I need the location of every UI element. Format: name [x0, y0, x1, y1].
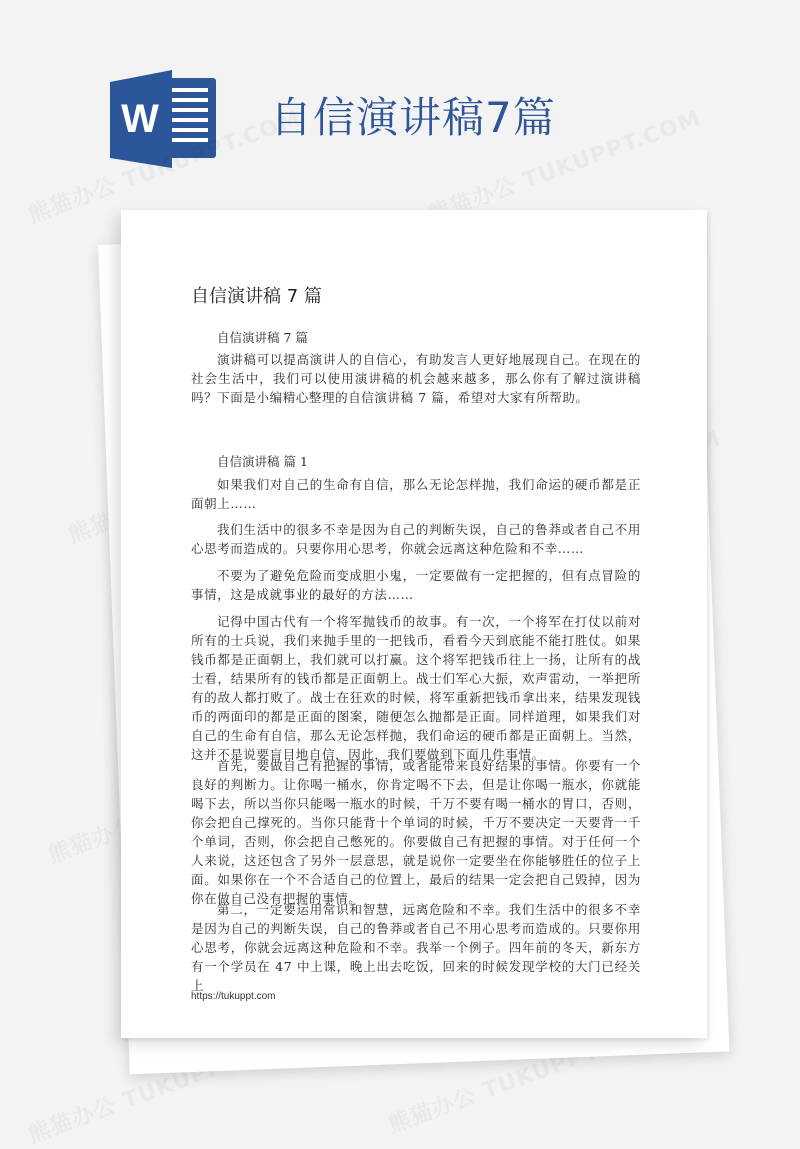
- document-title: 自信演讲稿 7 篇: [191, 286, 322, 307]
- paragraph: 我们生活中的很多不幸是因为自己的判断失误，自己的鲁莽或者自己不用心思考而造成的。只要你用心思考，你就会远离这种危险和不幸……: [191, 522, 641, 556]
- header-title: 自信演讲稿7篇: [270, 93, 556, 142]
- page-header: [0, 0, 800, 200]
- paragraph: 不要为了避免危险而变成胆小鬼，一定要做有一定把握的，但有点冒险的事情，这是成就事业的最好的方法……: [191, 568, 641, 602]
- footer-url[interactable]: https://tukuppt.com: [191, 991, 276, 1002]
- document-subtitle: 自信演讲稿 7 篇: [217, 330, 308, 345]
- paragraph: 第二，一定要运用常识和智慧，远离危险和不幸。我们生活中的很多不幸是因为自己的判断失误，自己的鲁莽或者自己不用心思考而造成的。只要你用心思考，你就会远离这种危险和不幸。我举一个例子。四年前的冬天，新东方有一个学员在 47 中上课，晚上出去吃饭，回来的时候发现学校的大门已经关上: [191, 902, 641, 993]
- word-letter: W: [121, 97, 159, 141]
- section-heading: 自信演讲稿 篇 1: [217, 454, 308, 469]
- word-document-icon: [110, 70, 220, 170]
- paragraph: 记得中国古代有一个将军抛钱币的故事。有一次，一个将军在打仗以前对所有的士兵说，我们来抛手里的一把钱币，看看今天到底能不能打胜仗。如果钱币都是正面朝上，我们就可以打赢。这个将军把钱币往上一扬，让所有的战士看，结果所有的钱币都是正面朝上。战士们军心大振，欢声雷动，一举把所有的敌人都打败了。战士在狂欢的时候，将军重新把钱币拿出来，结果发现钱币的两面印的都是正面的图案，随便怎么抛都是正面。同样道理，如果我们对自己的生命有自信，那么无论怎样抛，我们命运的硬币都是正面朝上。当然，这并不是说要盲目地自信，因此，我们要做到下面几件事情。: [191, 614, 641, 762]
- paragraph: 如果我们对自己的生命有自信，那么无论怎样抛，我们命运的硬币都是正面朝上……: [191, 477, 641, 511]
- paragraph: 首先，要做自己有把握的事情，或者能带来良好结果的事情。你要有一个良好的判断力。让你喝一桶水，你肯定喝不下去，但是让你喝一瓶水，你就能喝下去，所以当你只能喝一瓶水的时候，千万不要有喝一桶水的胃口，否则，你会把自己撑死的。当你只能背十个单词的时候，千万不要决定一天要背一千个单词，否则，你会把自己憋死的。你要做自己有把握的事情。对于任何一个人来说，这还包含了另外一层意思，就是说你一定要坐在你能够胜任的位子上面。如果你在一个不合适自己的位置上，最后的结果一定会把自己毁掉，因为你在做自己没有把握的事情。: [191, 758, 641, 906]
- document-page: [121, 210, 707, 1038]
- intro-paragraph: 演讲稿可以提高演讲人的自信心，有助发言人更好地展现自己。在现在的社会生活中，我们可以使用演讲稿的机会越来越多，那么你有了解过演讲稿吗？下面是小编精心整理的自信演讲稿 7 篇，希望对大家有所帮助。: [191, 352, 641, 405]
